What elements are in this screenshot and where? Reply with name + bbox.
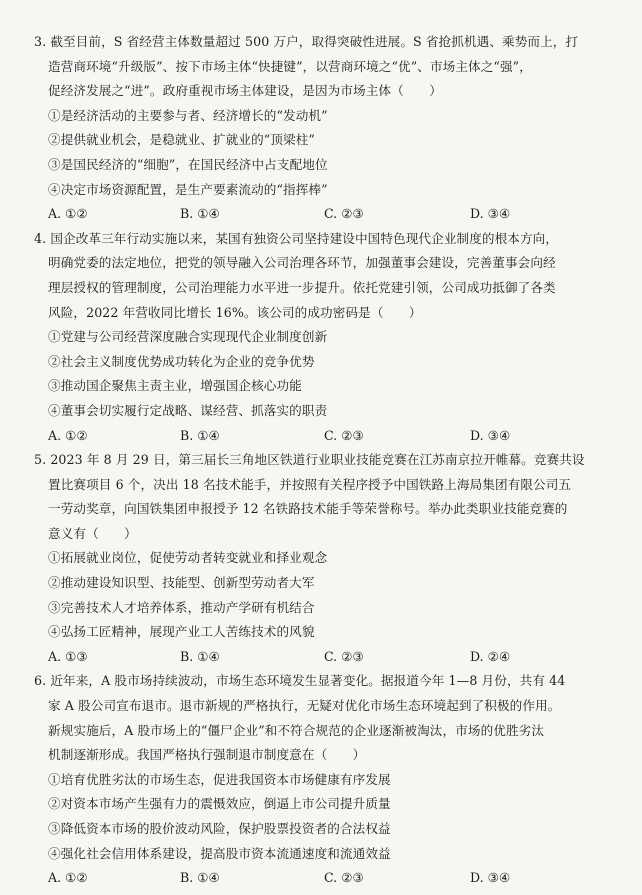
statement-option: ①培育优胜劣汰的市场生态，促进我国资本市场健康有序发展 <box>48 771 391 787</box>
answer-choice-b[interactable]: B. ①④ <box>180 206 220 222</box>
answer-choice-d[interactable]: D. ③④ <box>470 870 511 886</box>
answer-choice-d[interactable]: D. ③④ <box>470 427 511 443</box>
question-stem-line: 理层授权的管理制度，公司治理能力水平进一步提升。依托党建引领，公司成功抵御了各类 <box>48 279 556 295</box>
answer-choices <box>34 866 612 891</box>
question-stem-line: 置比赛项目 6 个，决出 18 名技术能手，并按照有关程序授予中国铁路上海局集团有限公司五 <box>48 476 572 492</box>
question-stem-line: 促经济发展之“进”。政府重视市场主体建设，是因为市场主体（ ） <box>48 83 442 99</box>
answer-choice-c[interactable]: C. ②③ <box>324 206 364 222</box>
question-stem-line: 明确党委的法定地位，把党的领导融入公司治理各环节，加强董事会建设，完善董事会向经 <box>48 255 556 271</box>
statement-option: ②对资本市场产生强有力的震慑效应，倒逼上市公司提升质量 <box>48 796 391 812</box>
question-stem-line: 6. 近年来，A 股市场持续波动，市场生态环境发生显著变化。据报道今年 1—8 月份，共有 44 <box>34 673 566 689</box>
answer-choices <box>34 645 612 670</box>
answer-choice-b[interactable]: B. ①④ <box>180 427 220 443</box>
statement-option: ④弘扬工匠精神，展现产业工人苦练技术的风貌 <box>48 624 315 640</box>
statement-option: ②推动建设知识型、技能型、创新型劳动者大军 <box>48 575 315 591</box>
question-stem-line: 3. 截至目前，S 省经营主体数量超过 500 万户，取得突破性进展。S 省抢抓机遇、乘势而上，打 <box>34 34 579 49</box>
question-stem-line: 5. 2023 年 8 月 29 日，第三届长三角地区铁道行业职业技能竞赛在江苏南京拉开帷幕。竞赛共设 <box>34 452 585 468</box>
answer-choice-b[interactable]: B. ①④ <box>180 870 220 886</box>
answer-choice-c[interactable]: C. ②③ <box>324 427 364 443</box>
question-stem-line: 新规实施后，A 股市场上的“僵尸企业”和不符合规范的企业逐渐被淘汰，市场的优胜劣汰 <box>48 722 545 738</box>
answer-choice-a[interactable]: A. ①② <box>48 870 88 886</box>
answer-choice-c[interactable]: C. ②③ <box>324 870 364 886</box>
answer-choice-d[interactable]: D. ②④ <box>470 648 511 664</box>
answer-choice-a[interactable]: A. ①③ <box>48 648 88 664</box>
statement-option: ①是经济活动的主要参与者、经济增长的“发动机” <box>48 107 328 123</box>
answer-choice-c[interactable]: C. ②③ <box>324 648 364 664</box>
question-3 <box>34 30 612 227</box>
question-6 <box>34 669 612 890</box>
statement-option: ③推动国企聚焦主责主业，增强国企核心功能 <box>48 378 302 394</box>
statement-option: ①党建与公司经营深度融合实现现代企业制度创新 <box>48 329 328 345</box>
statement-option: ③是国民经济的“细胞”，在国民经济中占支配地位 <box>48 156 328 172</box>
question-5 <box>34 448 612 669</box>
statement-option: ④董事会切实履行定战略、谋经营、抓落实的职责 <box>48 402 328 418</box>
answer-choice-a[interactable]: A. ①② <box>48 427 88 443</box>
statement-option: ④决定市场资源配置，是生产要素流动的“指挥棒” <box>48 181 328 197</box>
question-stem-line: 风险，2022 年营收同比增长 16%。该公司的成功密码是（ ） <box>48 304 422 320</box>
question-stem-line: 机制逐渐形成。我国严格执行强制退市制度意在（ ） <box>48 747 366 763</box>
statement-option: ①拓展就业岗位，促使劳动者转变就业和择业观念 <box>48 550 328 566</box>
answer-choices <box>34 424 612 449</box>
statement-option: ②社会主义制度优势成功转化为企业的竞争优势 <box>48 353 315 369</box>
question-4 <box>34 227 612 448</box>
answer-choice-b[interactable]: B. ①④ <box>180 648 220 664</box>
answer-choice-a[interactable]: A. ①② <box>48 206 88 222</box>
statement-option: ②提供就业机会，是稳就业、扩就业的“顶梁柱” <box>48 132 315 148</box>
statement-option: ④强化社会信用体系建设，提高股市资本流通速度和流通效益 <box>48 845 391 861</box>
statement-option: ③降低资本市场的股价波动风险，保护股票投资者的合法权益 <box>48 821 391 836</box>
question-stem-line: 家 A 股公司宣布退市。退市新规的严格执行，无疑对优化市场生态环境起到了积极的作用。 <box>48 698 561 714</box>
answer-choice-d[interactable]: D. ③④ <box>470 206 511 222</box>
question-stem-line: 意义有（ ） <box>48 525 137 541</box>
statement-option: ③完善技术人才培养体系，推动产学研有机结合 <box>48 599 315 615</box>
question-stem-line: 造营商环境“升级版”、按下市场主体“快捷键”，以营商环境之“优”、市场主体之“强”， <box>48 58 532 74</box>
answer-choices <box>34 202 612 227</box>
question-stem-line: 一劳动奖章，向国铁集团申报授予 12 名铁路技术能手等荣誉称号。举办此类职业技能竞赛的 <box>48 501 568 517</box>
question-stem-line: 4. 国企改革三年行动实施以来，某国有独资公司坚持建设中国特色现代企业制度的根本方向， <box>34 230 559 246</box>
